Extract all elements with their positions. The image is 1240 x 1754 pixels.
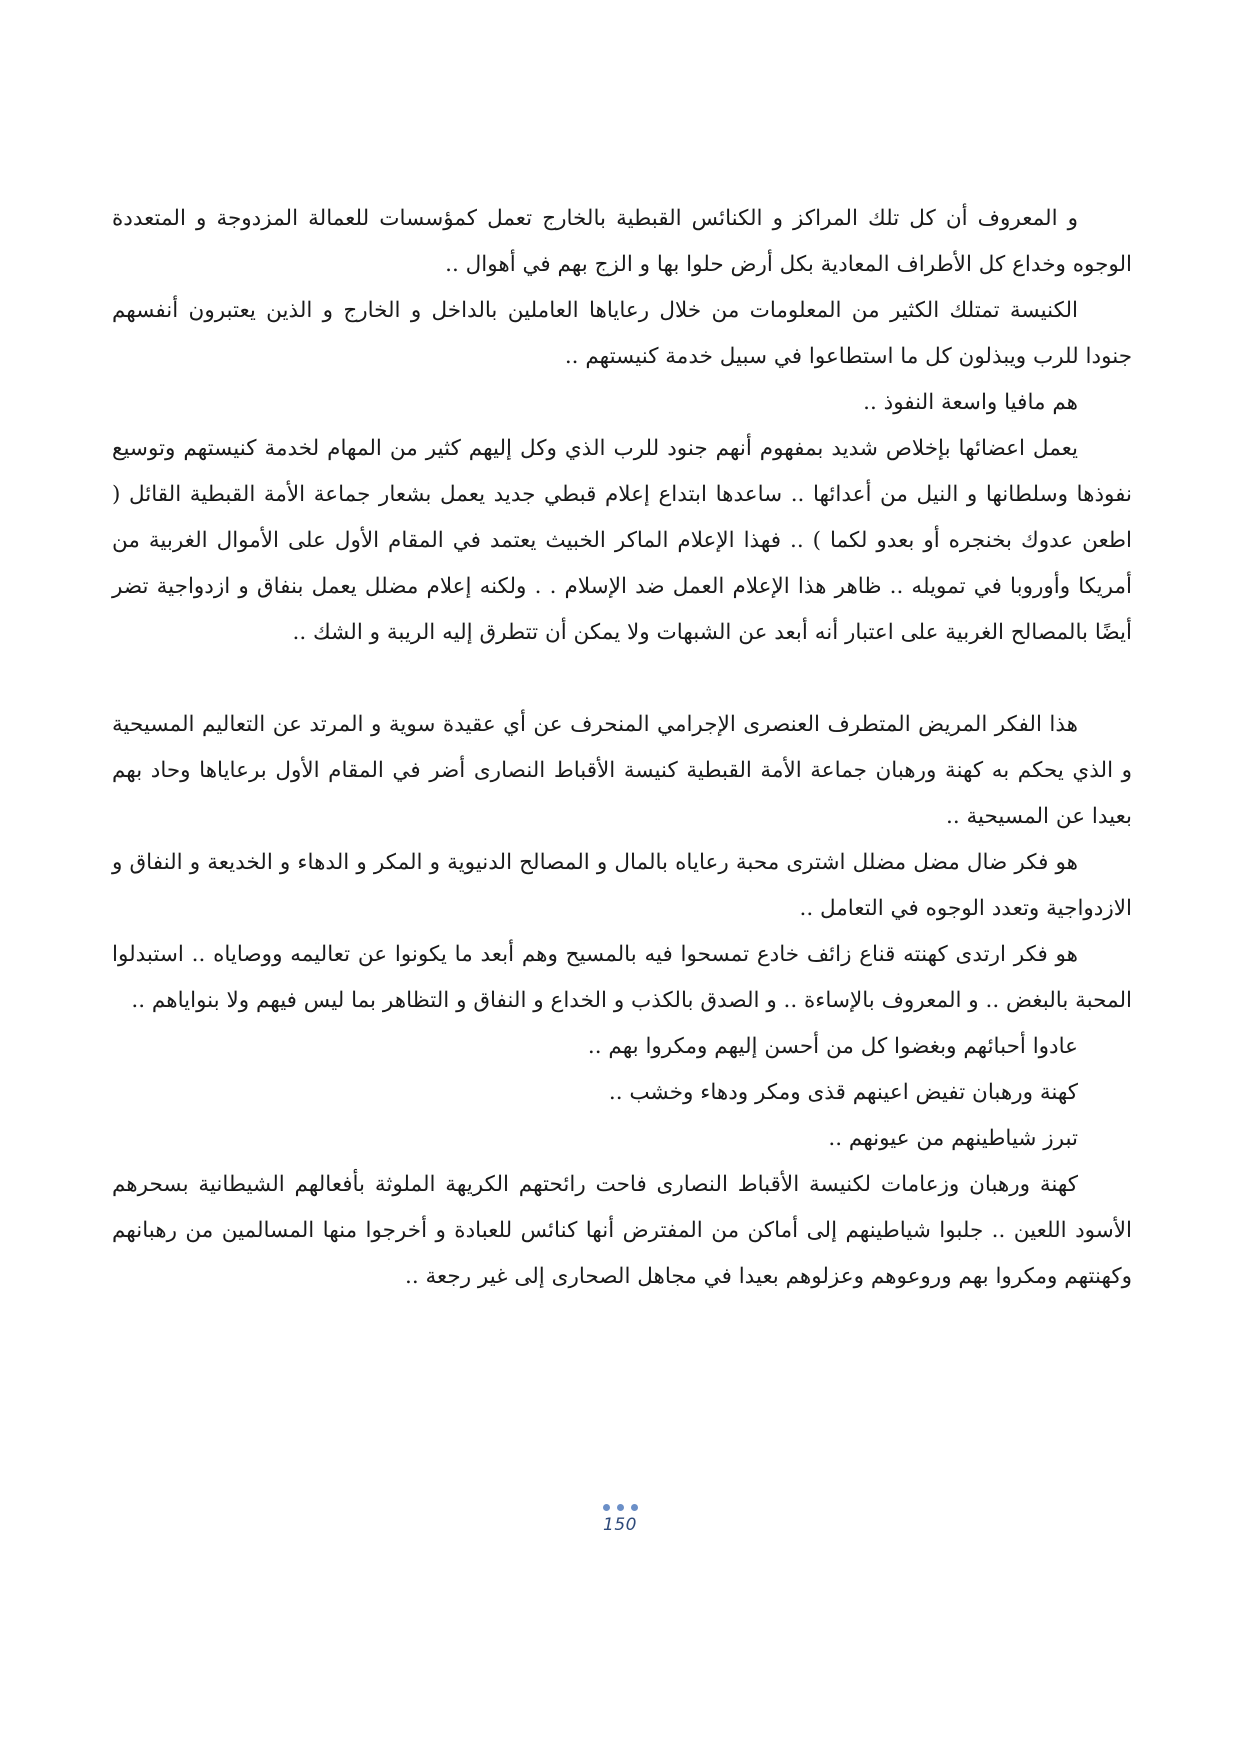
paragraph-7: هو فكر ارتدى كهنته قناع زائف خادع تمسحوا فيه بالمسيح وهم أبعد ما يكونوا عن تعاليمه ووصاياه .. استبدلوا المحبة بالبغض .. و المعروف بالإساءة .. و الصدق بالكذب و الخداع و النفاق و التظاهر بما ليس فيهم ولا بنواياهم .. [112, 942, 1132, 1013]
body-text [112, 196, 1132, 1300]
dot-icon [617, 1504, 624, 1511]
paragraph-9: كهنة ورهبان تفيض اعينهم قذى ومكر ودهاء وخشب .. [608, 1080, 1078, 1105]
paragraph-3: هم مافيا واسعة النفوذ .. [863, 390, 1078, 415]
paragraph-10: تبرز شياطينهم من عيونهم .. [828, 1126, 1078, 1151]
paragraph-2: الكنيسة تمتلك الكثير من المعلومات من خلال رعاياها العاملين بالداخل و الخارج و الذين يعتبرون أنفسهم جنودا للرب ويبذلون كل ما استطاعوا في سبيل خدمة كنيستهم .. [112, 298, 1132, 369]
paragraph-5: هذا الفكر المريض المتطرف العنصرى الإجرامي المنحرف عن أي عقيدة سوية و المرتد عن التعاليم المسيحية و الذي يحكم به كهنة ورهبان جماعة الأمة القبطية كنيسة الأقباط النصارى أضر في المقام الأول برعاياها وحاد بهم بعيدا عن المسيحية .. [112, 712, 1132, 829]
page-footer [0, 1496, 1240, 1535]
paragraph-spacer [112, 656, 1132, 702]
paragraph-6: هو فكر ضال مضل مضلل اشترى محبة رعاياه بالمال و المصالح الدنيوية و المكر و الدهاء و الخديعة و النفاق و الازدواجية وتعدد الوجوه في التعامل .. [112, 850, 1132, 921]
paragraph-11: كهنة ورهبان وزعامات لكنيسة الأقباط النصارى فاحت رائحتهم الكريهة الملوثة بأفعالهم الشيطانية بسحرهم الأسود اللعين .. جلبوا شياطينهم إلى أماكن من المفترض أنها كنائس للعبادة و أخرجوا منها المسالمين من رهبانهم وكهنتهم ومكروا بهم وروعوهم وعزلوهم بعيدا في مجاهل الصحارى إلى غير رجعة .. [112, 1172, 1132, 1289]
page-number: 150 [603, 1515, 637, 1535]
dot-icon [603, 1504, 610, 1511]
paragraph-8: عادوا أحبائهم وبغضوا كل من أحسن إليهم ومكروا بهم .. [587, 1034, 1078, 1059]
dot-icon [631, 1504, 638, 1511]
paragraph-1: و المعروف أن كل تلك المراكز و الكنائس القبطية بالخارج تعمل كمؤسسات للعمالة المزدوجة و المتعددة الوجوه وخداع كل الأطراف المعادية بكل أرض حلوا بها و الزج بهم في أهوال .. [112, 206, 1132, 277]
paragraph-4: يعمل اعضائها بإخلاص شديد بمفهوم أنهم جنود للرب الذي وكل إليهم كثير من المهام لخدمة كنيستهم وتوسيع نفوذها وسلطانها و النيل من أعدائها .. ساعدها ابتداع إعلام قبطي جديد يعمل بشعار جماعة الأمة القبطية القائل ( اطعن عدوك بخنجره أو بعدو لكما ) .. فهذا الإعلام الماكر الخبيث يعتمد في المقام الأول على الأموال الغربية من أمريكا وأوروبا في تمويله .. ظاهر هذا الإعلام العمل ضد الإسلام . . ولكنه إعلام مضلل يعمل بنفاق و ازدواجية تضر أيضًا بالمصالح الغربية على اعتبار أنه أبعد عن الشبهات ولا يمكن أن تتطرق إليه الريبة و الشك .. [112, 436, 1132, 645]
decorative-dots [603, 1504, 638, 1511]
